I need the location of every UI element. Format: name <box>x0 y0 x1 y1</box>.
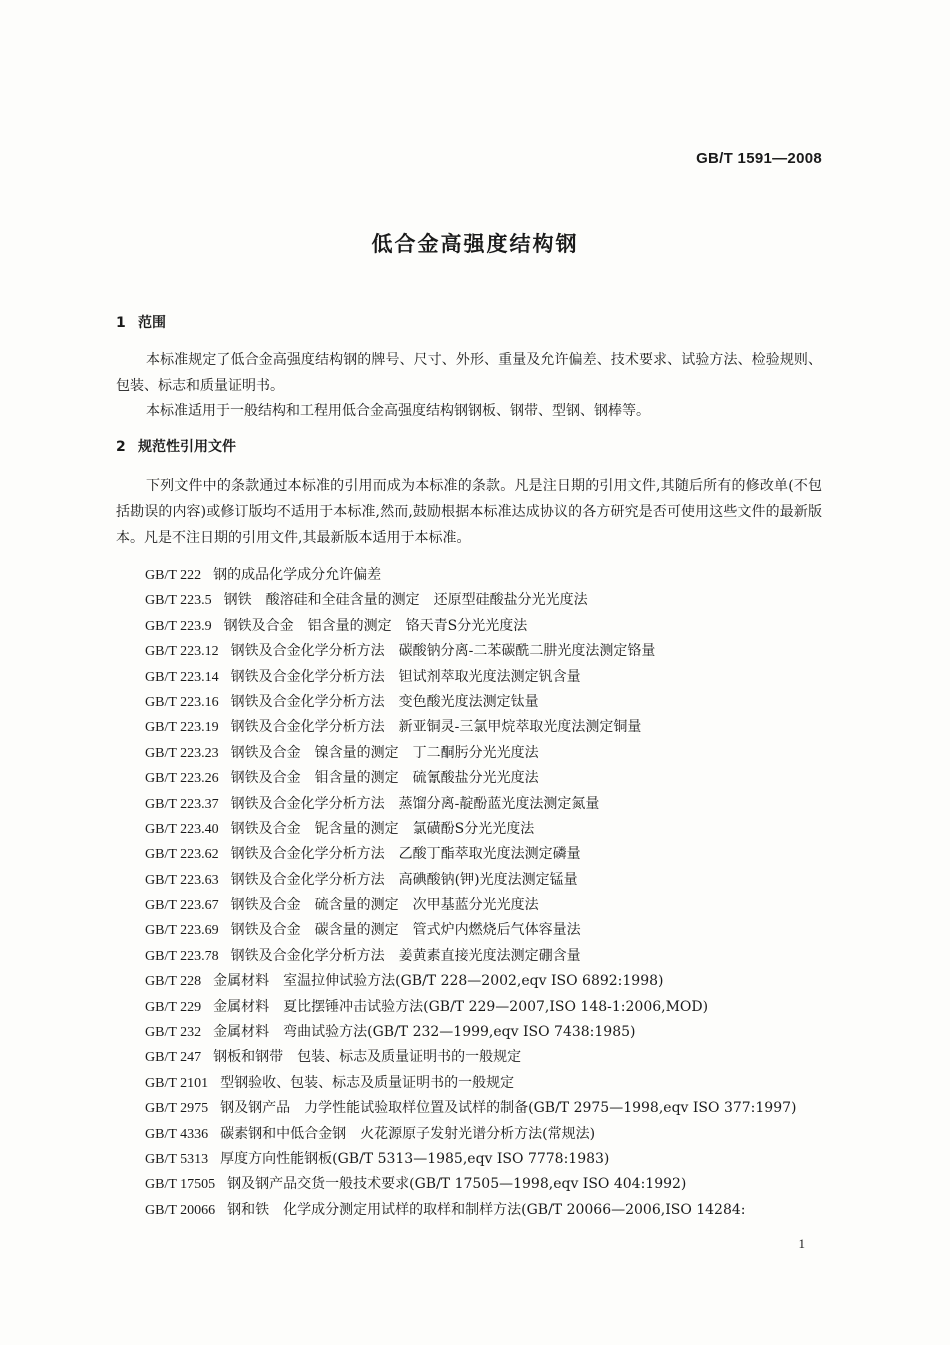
reference-item <box>116 715 826 740</box>
reference-item <box>116 588 826 613</box>
reference-item <box>116 1122 826 1147</box>
reference-item <box>116 944 826 969</box>
reference-item <box>116 868 826 893</box>
reference-title: 钢板和钢带 包装、标志及质量证明书的一般规定 <box>213 1049 522 1066</box>
reference-code: GB/T 222 <box>145 568 202 583</box>
document-title: 低合金高强度结构钢 <box>371 232 579 256</box>
section-title: 范围 <box>138 315 166 331</box>
reference-item <box>116 639 826 664</box>
reference-code: GB/T 2101 <box>145 1075 209 1091</box>
reference-title: 钢铁及合金 铝含量的测定 铬天青S分光光度法 <box>223 617 528 634</box>
reference-title: 碳素钢和中低合金钢 火花源原子发射光谱分析方法(常规法) <box>220 1125 596 1142</box>
scope-paragraph-2: 本标准适用于一般结构和工程用低合金高强度结构钢钢板、钢带、型钢、钢棒等。 <box>146 403 650 419</box>
reference-item <box>116 690 826 715</box>
section-heading-normative-references <box>116 436 236 456</box>
reference-list <box>116 563 826 1223</box>
reference-code: GB/T 223.9 <box>145 618 212 634</box>
reference-code: GB/T 223.26 <box>145 771 219 787</box>
reference-title: 钢及钢产品 力学性能试验取样位置及试样的制备(GB/T 2975—1998,eqv ISO 377:1997) <box>220 1100 797 1117</box>
reference-item <box>116 741 826 766</box>
reference-title: 钢铁及合金 铌含量的测定 氯磺酚S分光光度法 <box>230 820 535 837</box>
reference-code: GB/T 223.69 <box>145 923 219 939</box>
reference-item <box>116 1172 826 1197</box>
reference-title: 厚度方向性能钢板(GB/T 5313—1985,eqv ISO 7778:1983) <box>220 1151 610 1167</box>
reference-code: GB/T 223.62 <box>145 847 219 863</box>
scope-paragraph-1: 本标准规定了低合金高强度结构钢的牌号、尺寸、外形、重量及允许偏差、技术要求、试验方法、检验规则、包装、标志和质量证明书。 <box>116 352 822 394</box>
reference-item <box>116 1147 826 1172</box>
reference-code: GB/T 223.67 <box>145 898 219 914</box>
reference-item <box>116 665 826 690</box>
reference-code: GB/T 228 <box>145 974 202 990</box>
reference-code: GB/T 229 <box>145 999 202 1015</box>
reference-code: GB/T 223.5 <box>145 593 212 609</box>
reference-item <box>116 817 826 842</box>
reference-item <box>116 842 826 867</box>
reference-title: 钢铁及合金化学分析方法 姜黄素直接光度法测定硼含量 <box>230 947 581 964</box>
section-heading-scope <box>116 312 166 332</box>
reference-code: GB/T 5313 <box>145 1152 209 1167</box>
reference-title: 钢铁及合金化学分析方法 钽试剂萃取光度法测定钒含量 <box>230 668 581 685</box>
reference-code: GB/T 2975 <box>145 1101 209 1117</box>
reference-title: 钢铁及合金化学分析方法 蒸馏分离-靛酚蓝光度法测定氮量 <box>230 795 600 812</box>
section-number: 1 <box>116 315 126 331</box>
reference-item <box>116 1096 826 1121</box>
reference-item <box>116 614 826 639</box>
reference-code: GB/T 223.40 <box>145 821 219 837</box>
reference-code: GB/T 223.14 <box>145 669 219 685</box>
reference-title: 钢铁及合金 镍含量的测定 丁二酮肟分光光度法 <box>230 744 539 761</box>
reference-title: 钢铁及合金 钼含量的测定 硫氰酸盐分光光度法 <box>230 770 539 787</box>
reference-code: GB/T 4336 <box>145 1126 209 1142</box>
reference-code: GB/T 20066 <box>145 1202 216 1218</box>
reference-title: 金属材料 夏比摆锤冲击试验方法(GB/T 229—2007,ISO 148-1:2006,MOD) <box>213 998 709 1015</box>
reference-title: 钢铁及合金 碳含量的测定 管式炉内燃烧后气体容量法 <box>230 922 581 939</box>
reference-item <box>116 893 826 918</box>
reference-code: GB/T 223.37 <box>145 796 219 812</box>
reference-item <box>116 1198 826 1223</box>
reference-item <box>116 766 826 791</box>
reference-title: 钢铁及合金化学分析方法 新亚铜灵-三氯甲烷萃取光度法测定铜量 <box>230 719 642 736</box>
reference-title: 钢铁及合金化学分析方法 碳酸钠分离-二苯碳酰二肼光度法测定铬量 <box>230 643 656 660</box>
section-title: 规范性引用文件 <box>138 439 236 455</box>
reference-item <box>116 969 826 994</box>
reference-code: GB/T 223.19 <box>145 720 219 736</box>
reference-title: 钢铁及合金 硫含量的测定 次甲基蓝分光光度法 <box>230 897 539 914</box>
reference-title: 钢铁及合金化学分析方法 变色酸光度法测定钛量 <box>230 693 539 710</box>
reference-item <box>116 918 826 943</box>
reference-item <box>116 1020 826 1045</box>
reference-code: GB/T 232 <box>145 1025 202 1041</box>
reference-title: 金属材料 弯曲试验方法(GB/T 232—1999,eqv ISO 7438:1985) <box>213 1024 636 1041</box>
reference-code: GB/T 223.23 <box>145 745 219 761</box>
reference-code: GB/T 223.63 <box>145 872 219 888</box>
reference-title: 钢的成品化学成分允许偏差 <box>213 567 382 583</box>
page-number: 1 <box>798 1236 805 1251</box>
reference-item <box>116 563 826 588</box>
reference-code: GB/T 223.12 <box>145 644 219 660</box>
reference-item <box>116 995 826 1020</box>
reference-title: 钢铁及合金化学分析方法 乙酸丁酯萃取光度法测定磷量 <box>230 846 581 863</box>
reference-code: GB/T 223.78 <box>145 948 219 964</box>
section-number: 2 <box>116 439 126 455</box>
reference-code: GB/T 247 <box>145 1050 202 1066</box>
references-intro-paragraph: 下列文件中的条款通过本标准的引用而成为本标准的条款。凡是注日期的引用文件,其随后所有的修改单(不包括勘误的内容)或修订版均不适用于本标准,然而,鼓励根据本标准达成协议的各方研究是否可使用这些文件的最新版本。凡是不注日期的引用文件,其最新版本适用于本标准。 <box>116 478 822 546</box>
reference-title: 钢铁及合金化学分析方法 高碘酸钠(钾)光度法测定锰量 <box>230 871 578 888</box>
reference-item <box>116 1071 826 1096</box>
reference-title: 型钢验收、包装、标志及质量证明书的一般规定 <box>220 1074 515 1091</box>
reference-code: GB/T 17505 <box>145 1177 216 1193</box>
reference-title: 钢铁 酸溶硅和全硅含量的测定 还原型硅酸盐分光光度法 <box>223 592 588 609</box>
reference-title: 金属材料 室温拉伸试验方法(GB/T 228—2002,eqv ISO 6892:1998) <box>213 973 664 990</box>
reference-code: GB/T 223.16 <box>145 694 219 710</box>
standard-code: GB/T 1591—2008 <box>696 150 822 167</box>
reference-title: 钢和铁 化学成分测定用试样的取样和制样方法(GB/T 20066—2006,ISO 14284: <box>227 1201 746 1218</box>
reference-title: 钢及钢产品交货一般技术要求(GB/T 17505—1998,eqv ISO 404:1992) <box>227 1176 687 1193</box>
reference-item <box>116 792 826 817</box>
reference-item <box>116 1045 826 1070</box>
